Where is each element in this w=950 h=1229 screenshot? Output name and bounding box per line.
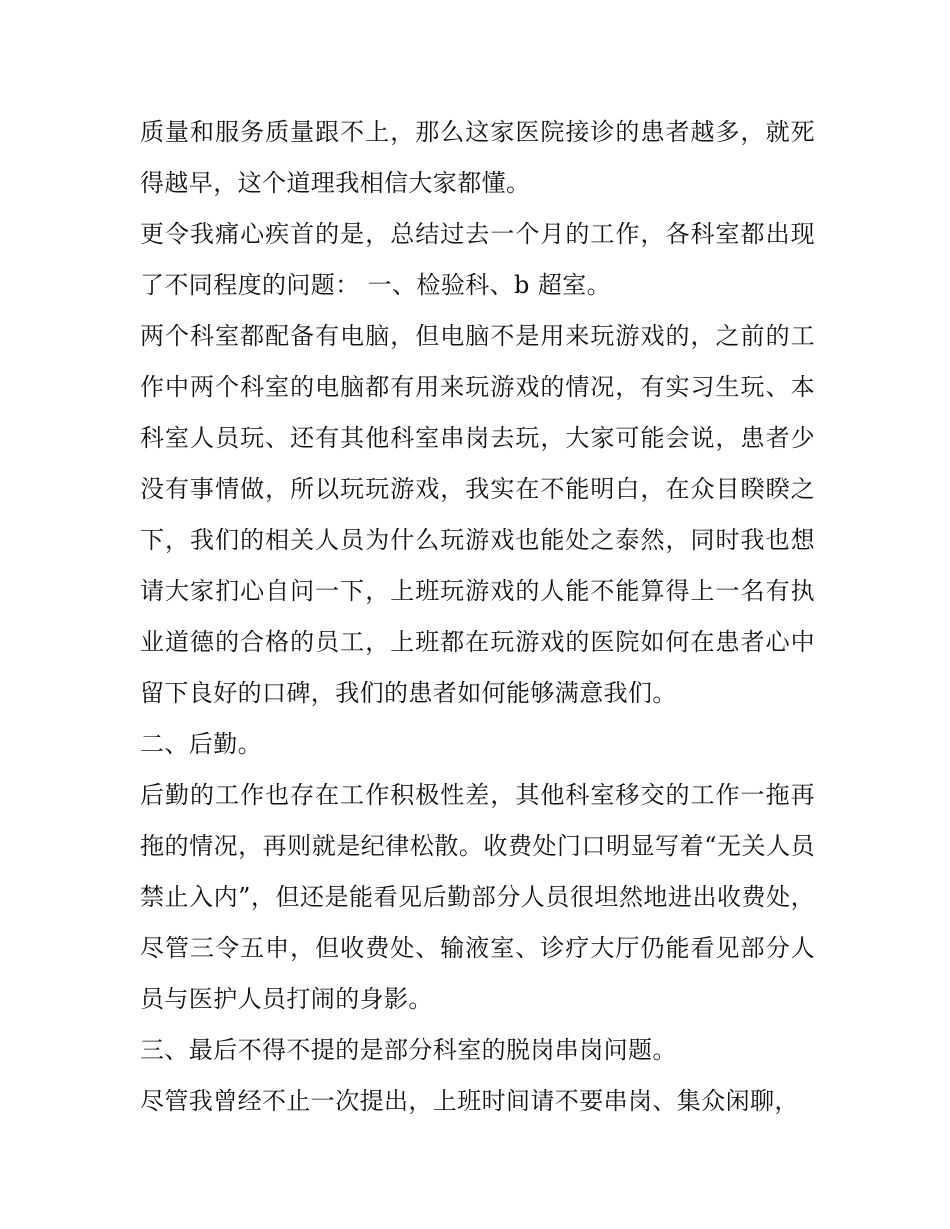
paragraph-computer-games: 两个科室都配备有电脑，但电脑不是用来玩游戏的，之前的工作中两个科室的电脑都有用来玩游戏的情况，有实习生玩、本科室人员玩、还有其他科室串岗去玩，大家可能会说，患者少没有事情做，所以玩玩游戏，我实在不能明白，在众目睽睽之下，我们的相关人员为什么玩游戏也能处之泰然，同时我也想请大家扪心自问一下，上班玩游戏的人能不能算得上一名有执业道德的合格的员工，上班都在玩游戏的医院如何在患者心中留下良好的口碑，我们的患者如何能够满意我们。: [140, 322, 815, 707]
document-body: [140, 107, 815, 1127]
paragraph-problems-intro: 更令我痛心疾首的是，总结过去一个月的工作，各科室都出现了不同程度的问题： 一、检验科、b 超室。: [140, 220, 815, 299]
heading-logistics: 二、后勤。: [140, 730, 262, 758]
paragraph-absence-text: 尽管我曾经不止一次提出，上班时间请不要串岗、集众闲聊，: [140, 1087, 799, 1115]
paragraph-quality-warning: 质量和服务质量跟不上，那么这家医院接诊的患者越多，就死得越早，这个道理我相信大家都懂。: [140, 118, 815, 197]
paragraph-logistics-issues: 后勤的工作也存在工作积极性差，其他科室移交的工作一拖再拖的情况，再则就是纪律松散。收费处门口明显写着“无关人员禁止入内”，但还是能看见后勤部分人员很坦然地进出收费处，尽管三令五申，但收费处、输液室、诊疗大厅仍能看见部分人员与医护人员打闹的身影。: [140, 781, 815, 1013]
heading-absence-issue: 三、最后不得不提的是部分科室的脱岗串岗问题。: [140, 1036, 677, 1064]
